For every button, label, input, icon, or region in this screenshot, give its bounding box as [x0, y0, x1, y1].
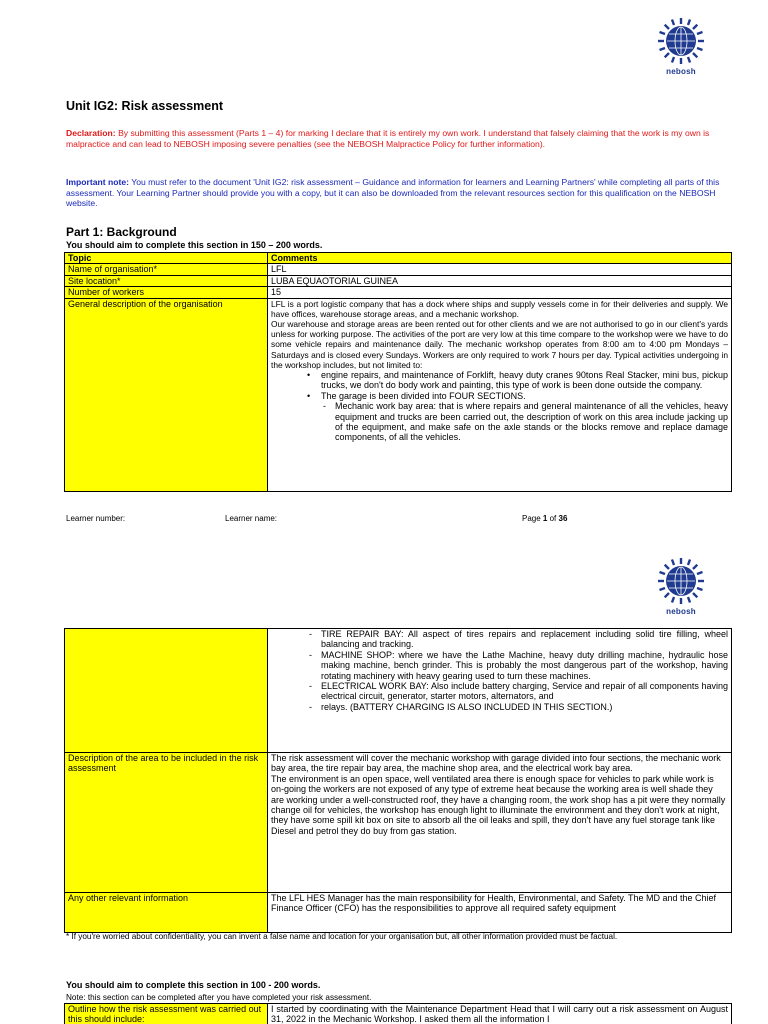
row-comment: LFL — [268, 264, 732, 275]
list-item: - relays. (BATTERY CHARGING IS ALSO INCLUDED IN THIS SECTION.) — [307, 702, 728, 712]
nebosh-logo — [653, 556, 709, 616]
row-comment: The LFL HES Manager has the main responsibility for Health, Environmental, and Safety. The MD and the Chief Finance Officer (CFO) has the responsibilities to approve all required safety equipment — [268, 893, 732, 933]
outline-table — [64, 1003, 732, 1024]
nebosh-globe-icon — [656, 556, 706, 606]
table-header-row — [65, 253, 732, 264]
declaration — [66, 128, 732, 149]
row-topic: General description of the organisation — [65, 298, 268, 491]
general-paragraph-2: Our warehouse and storage areas are been rented out for other clients and we are not authorised to go in our client's yards unless for working purpose. The activities of the port are very low at this time compare to the workshop were we have to do some vehicle repairs and maintenance daily. The mechanic workshop operates from 8:00 am to 4:00 pm Mondays – Saturdays and is closed every Sundays. Workers are only required to work 7 hours per day. Typical activities undergoing in the workshop includes, but not limited to: — [271, 319, 728, 370]
row-comment: LUBA EQUAOTORIAL GUINEA — [268, 275, 732, 286]
list-item: - TIRE REPAIR BAY: All aspect of tires repairs and replacement including solid tire filling, wheel balancing and tracking. — [307, 629, 728, 650]
area-paragraph-2: The environment is an open space, well ventilated area there is enough space for vehicles to park while work is on-going the workers are not exposed of any type of extreme heat because the working area is well shade they are working under a well-constructed roof, they have a changing room, the work shop has a pit were they normally change oil for vehicles, the workshop has enough light to illuminate the environment and they don't work at night, they have some spill kit box on site to absorb all the oil leaks and spill, they don't have any fuel storage tank like Diesel and petrol they do buy from gas station. — [271, 773, 726, 836]
background-table — [64, 252, 732, 492]
page-word: Page — [522, 514, 541, 523]
declaration-label: Declaration: — [66, 128, 116, 138]
nebosh-logo — [653, 16, 709, 76]
confidentiality-footnote: * If you're worried about confidentiality, you can invent a false name and location for your organisation but, all other information provided must be factual. — [66, 932, 618, 941]
table-row — [65, 287, 732, 298]
table-row — [65, 264, 732, 275]
table-row — [65, 893, 732, 933]
header-comments: Comments — [268, 253, 732, 264]
list-item: • The garage is been divided into FOUR SECTIONS. — [307, 391, 728, 401]
row-comment: 15 — [268, 287, 732, 298]
row-comment — [268, 298, 732, 491]
row-topic: Name of organisation* — [65, 264, 268, 275]
row-topic: Any other relevant information — [65, 893, 268, 933]
section-instruction: You should aim to complete this section in 100 - 200 words. — [66, 980, 321, 990]
important-note-text: You must refer to the document 'Unit IG2: risk assessment – Guidance and information for learners and Learning Partners' while completing all parts of this assessment. Your Learning Partner should provide you with a copy, but it can also be downloaded from the relevant resources section for this qualification on the NEBOSH website. — [66, 177, 720, 209]
important-note-label: Important note: — [66, 177, 130, 187]
area-paragraph-1: The risk assessment will cover the mechanic workshop with garage divided into four sections, the mechanic work bay area, the tire repair bay area, the machine shop area, and the electrical work bay area. — [271, 753, 721, 774]
section-note: Note: this section can be completed after you have completed your risk assessment. — [66, 993, 372, 1002]
list-item: - Mechanic work bay area: that is where repairs and general maintenance of all the vehicles, heavy equipment and trucks are been carried out, the description of work on this area include jacking up of the equipment, and make safe on the axle stands or the blocks remove and replace damage components, of all the vehicles. — [321, 401, 728, 443]
table-row — [65, 629, 732, 753]
page-number: 1 — [542, 514, 548, 523]
page-counter — [522, 514, 567, 523]
table-row — [65, 275, 732, 286]
unit-title: Unit IG2: Risk assessment — [66, 99, 224, 113]
row-topic: Outline how the risk assessment was carried out this should include: — [65, 1004, 268, 1024]
dash-list — [271, 401, 728, 443]
nebosh-globe-icon — [656, 16, 706, 66]
row-topic-empty — [65, 629, 268, 753]
row-comment — [268, 753, 732, 893]
bullet-list — [271, 370, 728, 401]
header-topic: Topic — [65, 253, 268, 264]
list-item: - ELECTRICAL WORK BAY: Also include battery charging, Service and repair of all components having electrical circuit, generator, starter motors, alternators, and — [307, 681, 728, 702]
general-paragraph-1: LFL is a port logistic company that has a dock where ships and supply vessels come in for their deliveries and supply. We have offices, warehouse storage areas, and a mechanic workshop. — [271, 298, 728, 319]
part-title: Part 1: Background — [66, 225, 177, 239]
page-total: 36 — [558, 514, 568, 523]
row-topic: Number of workers — [65, 287, 268, 298]
row-topic: Site location* — [65, 275, 268, 286]
of-word: of — [549, 514, 557, 523]
learner-number-label: Learner number: — [66, 514, 126, 523]
list-item: - MACHINE SHOP: where we have the Lathe Machine, heavy duty drilling machine, hydraulic hose making machine, bench grinder. This is probably the most dangerous part of the workshop, having rotating machinery with heavy gearing used to turn these machines. — [307, 650, 728, 681]
nebosh-wordmark: nebosh — [666, 607, 696, 616]
part-instruction: You should aim to complete this section in 150 – 200 words. — [66, 240, 323, 250]
learner-name-label: Learner name: — [225, 514, 278, 523]
row-comment — [268, 629, 732, 753]
nebosh-wordmark: nebosh — [666, 67, 696, 76]
dash-list — [271, 629, 728, 712]
row-topic: Description of the area to be included in the risk assessment — [65, 753, 268, 893]
row-comment: I started by coordinating with the Maintenance Department Head that I will carry out a risk assessment on August 31, 2022 in the Mechanic Workshop. I asked them all the information I — [268, 1004, 732, 1024]
important-note — [66, 177, 732, 209]
table-row — [65, 1004, 732, 1024]
background-table-continued — [64, 628, 732, 933]
table-row — [65, 753, 732, 893]
table-row — [65, 298, 732, 491]
list-item: • engine repairs, and maintenance of Forklift, heavy duty cranes 90tons Real Stacker, mini bus, pickup trucks, we don't do body work and painting, this type of work is been done outside the company. — [307, 370, 728, 391]
declaration-text: By submitting this assessment (Parts 1 – 4) for marking I declare that it is entirely my own work. I understand that falsely claiming that the work is my own is malpractice and can lead to NEBOSH imposing severe penalties (see the NEBOSH Malpractice Policy for further information). — [66, 128, 710, 149]
